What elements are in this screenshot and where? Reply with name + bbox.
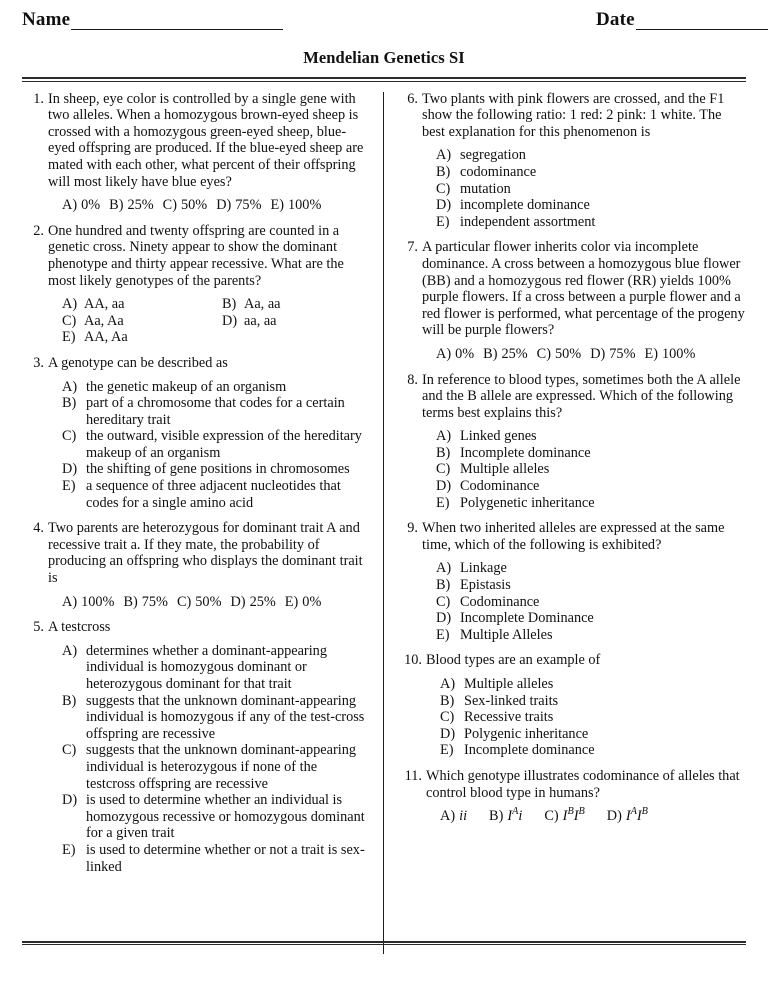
option-text: 0%	[302, 593, 322, 610]
question-block	[396, 372, 746, 512]
option-choice[interactable]	[123, 594, 168, 611]
option-letter: D)	[230, 593, 246, 610]
question-block	[22, 223, 366, 346]
option-choice[interactable]	[62, 792, 366, 842]
option-list	[422, 560, 746, 643]
option-choice[interactable]	[645, 346, 696, 363]
option-letter: D)	[436, 610, 452, 627]
option-letter: A)	[436, 345, 452, 362]
question-number: 10.	[404, 652, 422, 669]
option-letter: D)	[440, 725, 456, 742]
question-number: 2.	[33, 222, 44, 239]
option-text: 25%	[127, 197, 154, 214]
question-columns	[22, 91, 746, 885]
question-number: 9.	[407, 520, 418, 537]
option-choice[interactable]	[62, 197, 100, 214]
page-title: Mendelian Genetics SI	[303, 48, 465, 67]
question-text: Blood types are an example of	[426, 652, 601, 669]
option-letter: D)	[590, 345, 606, 362]
date-label: Date	[596, 9, 635, 30]
option-choice[interactable]	[436, 346, 474, 363]
option-choice[interactable]	[436, 594, 746, 611]
question-number: 7.	[407, 239, 418, 256]
option-text: aa, aa	[244, 312, 277, 329]
question-block	[22, 520, 366, 610]
option-choice[interactable]	[436, 627, 746, 644]
question-text: Two plants with pink flowers are crossed, and the F1 show the following ratio: 1 red: 2 pink: 1 white. The best explanation for this phenomenon is	[422, 90, 725, 140]
question-text: One hundred and twenty offspring are counted in a genetic cross. Ninety appear to show the dominant phenotype and thirty appear recessive. What are the most likely genotypes of the parents?	[48, 222, 344, 289]
option-choice[interactable]	[436, 560, 746, 577]
question-number: 1.	[33, 90, 44, 107]
option-text: incomplete dominance	[460, 197, 590, 214]
question-number: 5.	[33, 619, 44, 636]
option-letter: B)	[436, 577, 451, 594]
option-text: Polygenetic inheritance	[460, 494, 595, 511]
option-text: $I^AI^B$	[625, 806, 648, 825]
bottom-divider-rule	[22, 941, 746, 945]
option-choice[interactable]	[230, 594, 275, 611]
option-text: a sequence of three adjacent nucleotides that codes for a single amino acid	[86, 478, 341, 511]
option-text: 25%	[249, 593, 276, 610]
option-letter: B)	[440, 692, 455, 709]
option-letter: B)	[436, 163, 451, 180]
option-text: Recessive traits	[464, 709, 554, 726]
question-text: In sheep, eye color is controlled by a single gene with two alleles. When a homozygous brown-eyed sheep is crossed with a homozygous green-eyed sheep, blue-eyed offspring are produced. If the blue-eyed sheep are mated with each other, what percent of their offspring will most likely have blue eyes?	[48, 90, 364, 190]
option-letter: E)	[62, 329, 76, 346]
option-choice[interactable]	[489, 808, 522, 825]
left-question-column	[22, 91, 378, 885]
option-letter: C)	[162, 197, 177, 214]
option-letter: C)	[62, 428, 77, 445]
option-letter: D)	[606, 808, 622, 825]
option-text: the outward, visible expression of the hereditary makeup of an organism	[86, 428, 362, 461]
option-choice[interactable]	[436, 445, 746, 462]
question-number: 3.	[33, 354, 44, 371]
option-choice[interactable]	[62, 643, 366, 693]
date-field[interactable]	[596, 10, 768, 30]
option-text: suggests that the unknown dominant-appearing individual is homozygous if any of the test-cross offspring are recessive	[86, 692, 365, 742]
option-text: Multiple alleles	[464, 676, 554, 692]
option-text: Incomplete Dominance	[460, 610, 594, 627]
option-letter: B)	[436, 444, 451, 461]
option-text: Linked genes	[460, 428, 537, 445]
question-text: In reference to blood types, sometimes both the A allele and the B allele are expressed. Which of the following terms best explains this?	[422, 371, 741, 421]
option-letter: E)	[436, 494, 450, 511]
question-number: 8.	[407, 371, 418, 388]
name-label: Name	[22, 9, 71, 30]
option-letter: C)	[536, 345, 551, 362]
option-choice[interactable]	[436, 495, 746, 512]
option-text: is used to determine whether or not a trait is sex-linked	[86, 841, 365, 875]
option-letter: A)	[436, 560, 452, 577]
question-text: When two inherited alleles are expressed at the same time, which of the following is exhibited?	[422, 520, 725, 553]
option-text: part of a chromosome that codes for a certain hereditary trait	[86, 395, 345, 428]
option-text: determines whether a dominant-appearing individual is homozygous dominant or heterozygous dominant for that trait	[86, 642, 327, 692]
option-choice[interactable]	[177, 594, 222, 611]
option-letter: E)	[270, 197, 284, 214]
option-letter: E)	[284, 593, 299, 610]
option-text: 0%	[81, 197, 101, 214]
date-blank-line[interactable]	[636, 12, 768, 30]
option-text: 75%	[141, 593, 168, 610]
option-letter: A)	[440, 808, 456, 825]
top-divider-rule	[22, 77, 746, 82]
option-letter: D)	[436, 197, 452, 214]
option-choice[interactable]	[590, 346, 635, 363]
option-letter: E)	[436, 626, 450, 643]
option-choice[interactable]	[62, 313, 222, 330]
option-choice[interactable]	[62, 379, 366, 396]
question-block	[22, 91, 366, 214]
option-choice[interactable]	[436, 147, 746, 164]
question-block	[396, 239, 746, 362]
option-choice[interactable]	[440, 709, 746, 726]
option-letter: A)	[440, 676, 456, 692]
question-block	[396, 91, 746, 231]
option-text: 100%	[81, 593, 115, 610]
option-text: Incomplete dominance	[464, 742, 595, 759]
option-letter: C)	[436, 461, 451, 478]
question-block	[396, 520, 746, 643]
option-text: Aa, Aa	[84, 312, 124, 329]
option-choice[interactable]	[537, 346, 582, 363]
option-letter: E)	[62, 841, 76, 858]
option-choice[interactable]	[436, 197, 746, 214]
option-choice[interactable]	[436, 610, 746, 627]
option-list	[422, 428, 746, 511]
option-choice[interactable]	[62, 594, 114, 611]
option-text: 75%	[609, 345, 636, 362]
option-letter: A)	[62, 593, 78, 610]
option-text: 0%	[455, 345, 475, 362]
option-letter: C)	[544, 808, 559, 825]
option-letter: C)	[176, 593, 192, 610]
option-text: Codominance	[460, 478, 540, 495]
option-text: segregation	[460, 147, 526, 164]
option-choice[interactable]	[483, 346, 528, 363]
option-choice[interactable]	[222, 296, 366, 313]
option-letter: D)	[222, 312, 238, 329]
option-text: Codominance	[460, 593, 540, 610]
option-text: Aa, aa	[244, 296, 281, 313]
option-text: 50%	[554, 345, 582, 362]
option-text: Linkage	[460, 560, 507, 577]
question-text: A testcross	[48, 619, 111, 636]
option-letter: C)	[436, 180, 451, 197]
option-text: 100%	[288, 197, 322, 214]
option-letter: E)	[436, 213, 450, 230]
option-text: mutation	[460, 180, 511, 197]
name-field[interactable]	[22, 10, 283, 30]
option-letter: D)	[216, 197, 232, 214]
option-text: independent assortment	[460, 213, 596, 230]
option-choice[interactable]	[440, 676, 746, 693]
option-choice[interactable]	[440, 742, 746, 759]
option-letter: D)	[62, 792, 78, 809]
option-text: AA, aa	[84, 296, 125, 313]
option-choice[interactable]	[271, 197, 322, 214]
option-choice[interactable]	[440, 808, 467, 825]
option-letter: B)	[483, 345, 498, 362]
option-row	[426, 808, 746, 825]
option-text: $I^Ai$	[507, 806, 523, 825]
option-text: $I^BI^B$	[562, 806, 585, 825]
question-block	[22, 619, 366, 875]
option-text: 50%	[180, 197, 208, 214]
option-letter: B)	[62, 692, 77, 709]
option-choice[interactable]	[222, 313, 366, 330]
option-text: suggests that the unknown dominant-appearing individual is heterozygous if none of the testcross offspring are recessive	[86, 742, 357, 792]
option-list	[426, 676, 746, 759]
option-letter: A)	[62, 197, 78, 214]
option-choice[interactable]	[62, 461, 366, 478]
option-grid	[48, 296, 366, 346]
column-divider	[383, 92, 384, 954]
option-letter: B)	[222, 296, 237, 313]
option-letter: E)	[644, 345, 658, 362]
option-choice[interactable]	[62, 742, 366, 792]
option-list	[422, 147, 746, 230]
option-text: Multiple alleles	[460, 461, 550, 478]
option-text: the genetic makeup of an organism	[86, 378, 287, 395]
option-choice[interactable]	[436, 461, 746, 478]
option-choice[interactable]	[62, 478, 366, 511]
option-choice[interactable]	[607, 808, 648, 825]
option-text: Incomplete dominance	[460, 444, 591, 461]
option-choice[interactable]	[436, 164, 746, 181]
option-choice[interactable]	[436, 577, 746, 594]
option-letter: D)	[62, 461, 78, 478]
option-letter: C)	[440, 709, 455, 726]
question-text: A genotype can be described as	[48, 354, 228, 371]
question-block	[396, 652, 746, 759]
option-row	[422, 346, 746, 363]
option-letter: E)	[440, 742, 454, 759]
option-letter: C)	[436, 593, 451, 610]
header-fields	[22, 0, 746, 44]
question-number: 11.	[404, 767, 422, 784]
option-choice[interactable]	[62, 428, 366, 461]
option-choice[interactable]	[62, 329, 222, 346]
option-choice[interactable]	[62, 693, 366, 743]
question-number: 4.	[33, 520, 44, 537]
option-choice[interactable]	[216, 197, 261, 214]
option-text: Epistasis	[460, 577, 511, 594]
option-letter: D)	[436, 478, 452, 495]
question-text: A particular flower inherits color via incomplete dominance. A cross between a homozygous blue flower (BB) and a homozygous red flower (RR) yields 100% purple flowers. If a cross between a purple flower and a red flower is performed, what percentage of the progeny will be purple flowers?	[422, 239, 745, 339]
option-choice[interactable]	[440, 726, 746, 743]
option-letter: B)	[123, 593, 138, 610]
option-text: is used to determine whether an individual is homozygous recessive or homozygous dominant for a given trait	[86, 792, 365, 842]
question-text: Which genotype illustrates codominance of alleles that control blood type in humans?	[426, 767, 740, 801]
option-letter: A)	[436, 428, 452, 445]
option-text: codominance	[460, 163, 537, 180]
question-block	[22, 355, 366, 511]
option-choice[interactable]	[62, 395, 366, 428]
option-text: AA, Aa	[84, 329, 128, 346]
option-text: Multiple Alleles	[460, 626, 553, 643]
option-text: 100%	[662, 345, 696, 362]
option-choice[interactable]	[436, 428, 746, 445]
option-text: Polygenic inheritance	[464, 725, 589, 742]
option-text: ii	[459, 808, 468, 825]
option-letter: E)	[62, 478, 76, 495]
question-text: Two parents are heterozygous for dominant trait A and recessive trait a. If they mate, the probability of producing an offspring who displays the dominant trait is	[48, 520, 363, 587]
option-list	[48, 379, 366, 512]
option-choice[interactable]	[62, 296, 222, 313]
option-row	[48, 594, 366, 611]
option-letter: B)	[109, 197, 124, 214]
option-letter: C)	[62, 312, 77, 329]
right-question-column	[378, 91, 746, 885]
option-choice[interactable]	[62, 842, 366, 875]
name-blank-line[interactable]	[71, 12, 283, 30]
option-text: 50%	[195, 593, 222, 610]
option-list	[48, 643, 366, 875]
option-choice[interactable]	[285, 594, 322, 611]
option-letter: B)	[489, 808, 504, 825]
question-number: 6.	[407, 90, 418, 107]
option-text: the shifting of gene positions in chromosomes	[86, 461, 350, 478]
option-choice[interactable]	[436, 478, 746, 495]
option-letter: C)	[62, 742, 77, 759]
option-row	[48, 197, 366, 214]
option-letter: B)	[62, 395, 77, 412]
option-text: 25%	[501, 345, 528, 362]
option-letter: A)	[62, 378, 78, 395]
option-choice[interactable]	[544, 808, 584, 825]
option-choice[interactable]	[440, 693, 746, 710]
option-choice[interactable]	[436, 181, 746, 198]
question-block	[396, 768, 746, 825]
option-letter: A)	[62, 642, 78, 659]
option-letter: A)	[436, 147, 452, 164]
option-text: Sex-linked traits	[464, 692, 559, 709]
option-choice[interactable]	[436, 214, 746, 231]
option-letter: A)	[62, 296, 78, 313]
option-choice[interactable]	[163, 197, 208, 214]
option-choice[interactable]	[109, 197, 154, 214]
option-text: 75%	[235, 197, 262, 214]
